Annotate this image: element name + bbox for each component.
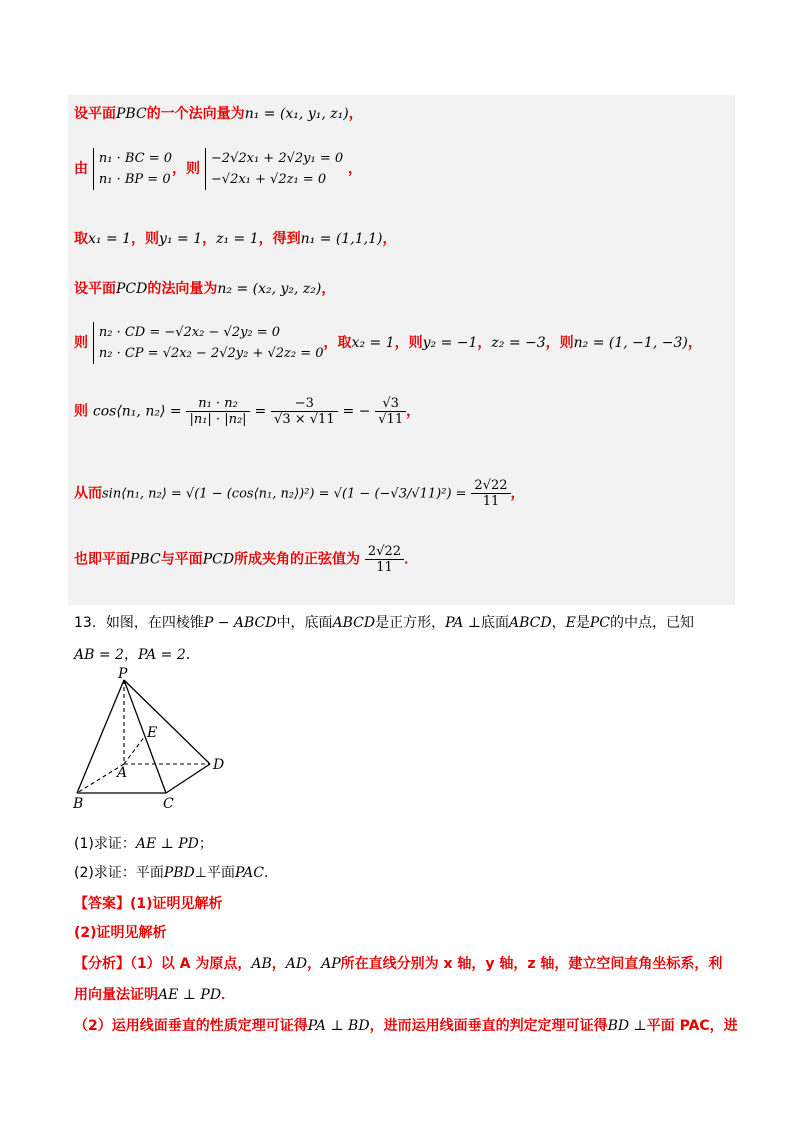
text: 设平面 [74, 281, 116, 297]
solution-line-4 [74, 278, 335, 298]
text: 底面 [480, 615, 509, 631]
text: 中，底面 [276, 615, 333, 631]
text: 从而 [74, 485, 102, 502]
solution-line-7 [74, 478, 525, 509]
text: ， [348, 106, 363, 122]
equation: n₁ · BP = 0 [98, 172, 171, 187]
solution-line-8 [74, 544, 418, 575]
answer-tag: 【答案】 [74, 896, 130, 912]
math: PCD [202, 551, 235, 568]
system-brace-1 [93, 148, 172, 190]
text: ，则 [131, 231, 160, 247]
math: AE ⊥ PD [158, 987, 222, 1003]
text: 是正方形， [375, 615, 446, 631]
fraction [365, 544, 404, 575]
denominator: |n₁| · |n₂| [189, 412, 247, 427]
numerator: 2√22 [471, 478, 510, 494]
math: E [565, 615, 576, 631]
fraction [186, 396, 249, 427]
analysis-line-1 [74, 953, 722, 973]
denominator: 11 [376, 560, 393, 575]
math-plane-pbc: PBC [116, 106, 147, 122]
math: AB = 2 [74, 647, 124, 663]
denominator: 11 [482, 494, 500, 509]
equation: n₁ · BC = 0 [98, 151, 173, 166]
text: 如图，在四棱锥 [105, 615, 204, 631]
problem-line-2 [74, 644, 200, 664]
text: 设平面 [74, 106, 116, 122]
math: cos⟨n₁, n₂⟩ = [92, 403, 182, 420]
denominator: √3 × √11 [274, 412, 335, 427]
edge-PC [124, 680, 166, 793]
math: AD [285, 956, 308, 972]
equation: −2√2x₁ + 2√2y₁ = 0 [210, 151, 344, 166]
math: z₂ = −3 [491, 335, 546, 351]
text: ， [202, 231, 217, 247]
text: ， [406, 403, 421, 420]
text: ， [321, 281, 336, 297]
problem-line-1 [74, 612, 694, 632]
math-normal-n1: n₁ = (x₁, y₁, z₁) [244, 106, 349, 122]
math: PA = 2 [137, 647, 186, 663]
math: PA ⊥ [445, 615, 481, 631]
text: ，进而运用线面垂直的判定定理可证得 [369, 1018, 608, 1034]
label-C: C [163, 796, 174, 812]
text: ，则 [394, 335, 423, 351]
text: 由 [74, 161, 88, 177]
text: （2）运用线面垂直的性质定理可证得 [74, 1018, 308, 1034]
equation: −√2x₁ + √2z₁ = 0 [210, 172, 327, 187]
text: ，取 [323, 335, 352, 351]
math: y₁ = 1 [159, 231, 203, 247]
text: 所成夹角的正弦值为 [234, 551, 361, 568]
text: (2)求证：平面 [74, 865, 164, 881]
text: 的法向量为 [147, 281, 218, 297]
math: ABCD [332, 615, 376, 631]
math: = − [342, 403, 371, 420]
fraction [375, 396, 406, 427]
text: ，得到 [258, 231, 301, 247]
text: 所在直线分别为 x 轴，y 轴，z 轴，建立空间直角坐标系，利 [340, 956, 723, 972]
label-E: E [147, 725, 158, 741]
denominator: √11 [378, 412, 404, 427]
fraction [271, 396, 338, 427]
text: (1)求证： [74, 836, 136, 852]
label-B: B [73, 796, 84, 812]
text: ， [687, 335, 702, 351]
text: 取 [74, 231, 88, 247]
text: (1)证明见解析 [130, 896, 223, 912]
math: x₂ = 1 [351, 335, 395, 351]
math: AB [251, 956, 272, 972]
solution-line-1 [74, 103, 363, 123]
text: ， [551, 615, 566, 631]
math: n₂ = (1, −1, −3) [573, 335, 688, 351]
text: ； [198, 836, 213, 852]
math-normal-n2: n₂ = (x₂, y₂, z₂) [217, 281, 322, 297]
math: PBC [130, 551, 161, 568]
numerator: n₁ · n₂ [186, 396, 249, 412]
edge-CD [166, 764, 210, 793]
math: y₂ = −1 [422, 335, 478, 351]
label-P: P [118, 666, 128, 682]
equation: n₂ · CD = −√2x₂ − √2y₂ = 0 [98, 325, 281, 340]
text: ，则 [545, 335, 574, 351]
math: BD ⊥ [607, 1018, 647, 1034]
math: PBD [163, 865, 195, 881]
text: ． [185, 647, 200, 663]
numerator: 2√22 [365, 544, 404, 560]
edge-PD [124, 680, 210, 764]
math: sin⟨n₁, n₂⟩ = √(1 − (cos⟨n₁, n₂⟩)²) = √(1 − (−√3/√11)²) = [102, 486, 467, 502]
fraction [471, 478, 510, 509]
answer-line-2 [74, 922, 167, 942]
numerator: √3 [375, 396, 406, 412]
label-A: A [117, 765, 128, 781]
system-brace-2 [205, 148, 343, 190]
text: ， [382, 231, 397, 247]
analysis-line-3 [74, 1015, 738, 1035]
text: 的一个法向量为 [146, 106, 245, 122]
solution-line-5 [74, 322, 702, 364]
pyramid-figure [60, 665, 240, 815]
math: = [254, 403, 267, 420]
equation: n₂ · CP = √2x₂ − 2√2y₂ + √2z₂ = 0 [98, 346, 324, 361]
math: z₁ = 1 [216, 231, 259, 247]
question-2 [74, 862, 278, 882]
text: ， [123, 647, 138, 663]
math: PAC [234, 865, 264, 881]
text: （1）以 A 为原点， [130, 956, 252, 972]
label-D: D [213, 757, 225, 773]
math: PA ⊥ BD [307, 1018, 370, 1034]
solution-line-3 [74, 228, 396, 248]
text: ， [348, 161, 363, 177]
solution-line-2 [74, 148, 362, 190]
analysis-line-2 [74, 984, 235, 1004]
problem-number: 13． [74, 615, 106, 631]
text: 是 [575, 615, 590, 631]
text: 的中点，已知 [609, 615, 694, 631]
text: (2)证明见解析 [74, 925, 167, 941]
text: 则 [74, 335, 88, 351]
text: ⊥平面 [194, 865, 235, 881]
math: AE ⊥ PD [135, 836, 199, 852]
text: ， [307, 956, 322, 972]
question-1 [74, 833, 213, 853]
answer-line-1 [74, 893, 223, 913]
text: ，则 [172, 161, 201, 177]
text: ． [221, 987, 236, 1003]
math: x₁ = 1 [88, 231, 132, 247]
math: P − ABCD [203, 615, 277, 631]
math: PC [589, 615, 610, 631]
math: AP [321, 956, 341, 972]
text: 与平面 [160, 551, 203, 568]
analysis-tag: 【分析】 [74, 956, 130, 972]
text: ， [510, 485, 525, 502]
math: ABCD [508, 615, 552, 631]
text: 用向量法证明 [74, 987, 158, 1003]
text: ， [477, 335, 492, 351]
edge-AE [124, 736, 145, 764]
text: ． [404, 551, 419, 568]
solution-line-6 [74, 396, 420, 427]
text: ． [263, 865, 278, 881]
numerator: −3 [271, 396, 338, 412]
text: 也即平面 [74, 551, 130, 568]
text: 平面 PAC，进 [646, 1018, 738, 1034]
system-brace-3 [93, 322, 324, 364]
math: n₁ = (1,1,1) [300, 231, 383, 247]
text: ， [271, 956, 286, 972]
math-plane-pcd: PCD [116, 281, 148, 297]
text: 则 [74, 403, 88, 420]
